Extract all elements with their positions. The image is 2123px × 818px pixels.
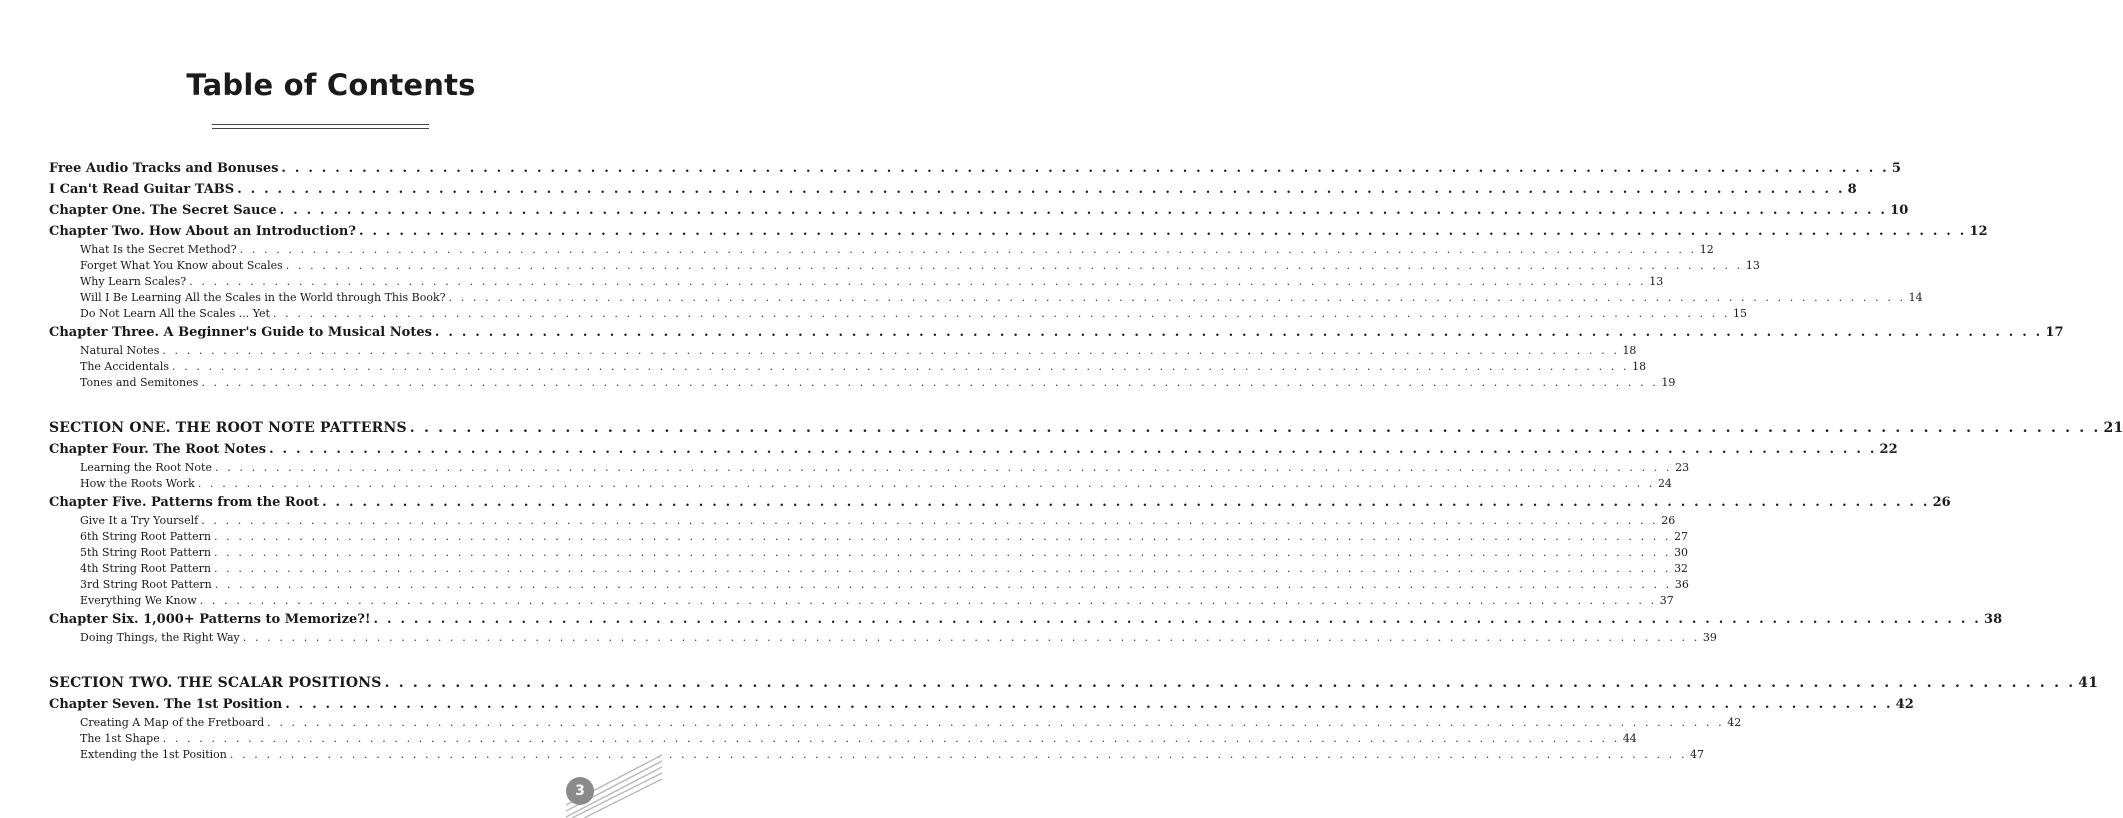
toc-entry-label: Creating A Map of the Fretboard (80, 716, 265, 729)
toc-entry-page: 8 (1847, 182, 1857, 197)
page-title: Table of Contents (186, 68, 476, 102)
dot-leader: . . . . . . . . . . . . . . . . . . . . . . . . . . . . . . . . . . . . . . . . . . . . . . . . . . . . . . . . . . . . . . . . . . . . . . . . . . . . . . . . . . . . . . . . . . . . . . . . . . . . . . . . . . . . . . . . . . . . . . . . (279, 203, 1888, 218)
dot-leader: . . . . . . . . . . . . . . . . . . . . . . . . . . . . . . . . . . . . . . . . . . . . . . . . . . . . . . . . . . . . . . . . . . . . . . . . . . . . . . . . . . . . . . . . . . . . . . . . . . . . . . . . . . . . . . . . . . . . . . . . (162, 344, 1620, 357)
toc-entry-label: 6th String Root Pattern (80, 530, 211, 543)
dot-leader: . . . . . . . . . . . . . . . . . . . . . . . . . . . . . . . . . . . . . . . . . . . . . . . . . . . . . . . . . . . . . . . . . . . . . . . . . . . . . . . . . . . . . . . . . . . . . . . . . . . . . . . . . . . . . . . . . . . . . . . . (285, 259, 1743, 272)
toc-entry-page: 10 (1890, 203, 1909, 218)
toc-entry-label: Chapter Five. Patterns from the Root (49, 495, 320, 510)
toc-entry-label: The Accidentals (80, 360, 169, 373)
toc-chapter[interactable] (49, 158, 1901, 179)
toc-entry-page: 14 (1908, 291, 1923, 304)
toc-entry-page: 15 (1733, 307, 1748, 320)
dot-leader: . . . . . . . . . . . . . . . . . . . . . . . . . . . . . . . . . . . . . . . . . . . . . . . . . . . . . . . . . . . . . . . . . . . . . . . . . . . . . . . . . . . . . . . . . . . . . . . . . . . . . . . . . . . . . . . . . . . . . . . . (373, 612, 1982, 627)
toc-chapter[interactable] (49, 322, 2064, 343)
dot-leader: . . . . . . . . . . . . . . . . . . . . . . . . . . . . . . . . . . . . . . . . . . . . . . . . . . . . . . . . . . . . . . . . . . . . . . . . . . . . . . . . . . . . . . . . . . . . . . . . . . . . . . . . . . . . . . . . . . . . . . . . (214, 578, 1672, 591)
toc-subentry[interactable] (49, 545, 1689, 561)
toc-subentry[interactable] (49, 343, 1637, 359)
toc-entry-page: 44 (1622, 732, 1637, 745)
toc-entry-page: 17 (2045, 325, 2064, 340)
toc-entry-page: 13 (1745, 259, 1760, 272)
dot-leader: . . . . . . . . . . . . . . . . . . . . . . . . . . . . . . . . . . . . . . . . . . . . . . . . . . . . . . . . . . . . . . . . . . . . . . . . . . . . . . . . . . . . . . . . . . . . . . . . . . . . . . . . . . . . . . . . . . . . . . . . (322, 495, 1930, 510)
toc-entry-page: 12 (1969, 224, 1988, 239)
toc-entry-label: Extending the 1st Position (80, 748, 227, 761)
toc-entry-page: 5 (1891, 161, 1901, 176)
toc-entry-label: Free Audio Tracks and Bonuses (49, 161, 279, 176)
toc-chapter[interactable] (49, 492, 1951, 513)
dot-leader: . . . . . . . . . . . . . . . . . . . . . . . . . . . . . . . . . . . . . . . . . . . . . . . . . . . . . . . . . . . . . . . . . . . . . . . . . . . . . . . . . . . . . . . . . . . . . . . . . . . . . . . . . . . . . . . . . . . . . . . . (197, 477, 1655, 490)
toc-chapter[interactable] (49, 694, 1914, 715)
toc-entry-label: Doing Things, the Right Way (80, 631, 240, 644)
title-underline (212, 124, 429, 129)
toc-entry-label: Tones and Semitones (80, 376, 199, 389)
toc-entry-label: Do Not Learn All the Scales ... Yet (80, 307, 270, 320)
toc-chapter[interactable] (49, 200, 1909, 221)
dot-leader: . . . . . . . . . . . . . . . . . . . . . . . . . . . . . . . . . . . . . . . . . . . . . . . . . . . . . . . . . . . . . . . . . . . . . . . . . . . . . . . . . . . . . . . . . . . . . . . . . . . . . . . . . . . . . . . . . . . . . . . . (409, 420, 2101, 436)
dot-leader: . . . . . . . . . . . . . . . . . . . . . . . . . . . . . . . . . . . . . . . . . . . . . . . . . . . . . . . . . . . . . . . . . . . . . . . . . . . . . . . . . . . . . . . . . . . . . . . . . . . . . . . . . . . . . . . . . . . . . . . . (242, 631, 1700, 644)
toc-entry-page: 32 (1674, 562, 1689, 575)
dot-leader: . . . . . . . . . . . . . . . . . . . . . . . . . . . . . . . . . . . . . . . . . . . . . . . . . . . . . . . . . . . . . . . . . . . . . . . . . . . . . . . . . . . . . . . . . . . . . . . . . . . . . . . . . . . . . . . . . . . . . . . . (215, 461, 1673, 474)
toc-chapter[interactable] (49, 439, 1898, 460)
toc-entry-label: Chapter Six. 1,000+ Patterns to Memorize?! (49, 612, 371, 627)
toc-entry-label: Give It a Try Yourself (80, 514, 199, 527)
toc-entry-page: 26 (1661, 514, 1676, 527)
toc-entry-label: How the Roots Work (80, 477, 195, 490)
toc-entry-label: 4th String Root Pattern (80, 562, 211, 575)
dot-leader: . . . . . . . . . . . . . . . . . . . . . . . . . . . . . . . . . . . . . . . . . . . . . . . . . . . . . . . . . . . . . . . . . . . . . . . . . . . . . . . . . . . . . . . . . . . . . . . . . . . . . . . . . . . . . . . . . . . . . . . . (267, 716, 1725, 729)
toc-entry-page: 26 (1932, 495, 1951, 510)
toc-entry-page: 19 (1661, 376, 1676, 389)
toc-entry-page: 21 (2103, 420, 2123, 436)
toc-entry-label: 3rd String Root Pattern (80, 578, 212, 591)
toc-chapter[interactable] (49, 179, 1857, 200)
dot-leader: . . . . . . . . . . . . . . . . . . . . . . . . . . . . . . . . . . . . . . . . . . . . . . . . . . . . . . . . . . . . . . . . . . . . . . . . . . . . . . . . . . . . . . . . . . . . . . . . . . . . . . . . . . . . . . . . . . . . . . . . (434, 325, 2043, 340)
dot-leader: . . . . . . . . . . . . . . . . . . . . . . . . . . . . . . . . . . . . . . . . . . . . . . . . . . . . . . . . . . . . . . . . . . . . . . . . . . . . . . . . . . . . . . . . . . . . . . . . . . . . . . . . . . . . . . . . . . . . . . . . (213, 530, 1672, 543)
toc-entry-label: SECTION TWO. THE SCALAR POSITIONS (49, 675, 382, 691)
toc-entry-label: Chapter Three. A Beginner's Guide to Musical Notes (49, 325, 432, 340)
dot-leader: . . . . . . . . . . . . . . . . . . . . . . . . . . . . . . . . . . . . . . . . . . . . . . . . . . . . . . . . . . . . . . . . . . . . . . . . . . . . . . . . . . . . . . . . . . . . . . . . . . . . . . . . . . . . . . . . . . . . . . . . (213, 562, 1672, 575)
dot-leader: . . . . . . . . . . . . . . . . . . . . . . . . . . . . . . . . . . . . . . . . . . . . . . . . . . . . . . . . . . . . . . . . . . . . . . . . . . . . . . . . . . . . . . . . . . . . . . . . . . . . . . . . . . . . . . . . . . . . . . . . (201, 376, 1659, 389)
toc-entry-page: 23 (1675, 461, 1690, 474)
toc-subentry[interactable] (49, 731, 1637, 747)
dot-leader: . . . . . . . . . . . . . . . . . . . . . . . . . . . . . . . . . . . . . . . . . . . . . . . . . . . . . . . . . . . . . . . . . . . . . . . . . . . . . . . . . . . . . . . . . . . . . . . . . . . . . . . . . . . . . . . . . . . . . . . . (162, 732, 1620, 745)
toc-entry-page: 42 (1727, 716, 1742, 729)
toc-entry-label: What Is the Secret Method? (80, 243, 237, 256)
toc-entry-label: Everything We Know (80, 594, 197, 607)
dot-leader: . . . . . . . . . . . . . . . . . . . . . . . . . . . . . . . . . . . . . . . . . . . . . . . . . . . . . . . . . . . . . . . . . . . . . . . . . . . . . . . . . . . . . . . . . . . . . . . . . . . . . . . . . . . . . . . . . . . . . . . . (359, 224, 1967, 239)
toc-entry-label: Natural Notes (80, 344, 160, 357)
toc-entry-label: Why Learn Scales? (80, 275, 187, 288)
toc-entry-page: 30 (1674, 546, 1689, 559)
toc-subentry[interactable] (49, 630, 1717, 646)
toc-entry-page: 18 (1632, 360, 1647, 373)
dot-leader: . . . . . . . . . . . . . . . . . . . . . . . . . . . . . . . . . . . . . . . . . . . . . . . . . . . . . . . . . . . . . . . . . . . . . . . . . . . . . . . . . . . . . . . . . . . . . . . . . . . . . . . . . . . . . . . . . . . . . . . . (213, 546, 1672, 559)
toc-entry-label: Forget What You Know about Scales (80, 259, 283, 272)
dot-leader: . . . . . . . . . . . . . . . . . . . . . . . . . . . . . . . . . . . . . . . . . . . . . . . . . . . . . . . . . . . . . . . . . . . . . . . . . . . . . . . . . . . . . . . . . . . . . . . . . . . . . . . . . . . . . . . . . . . . . . . . (269, 442, 1877, 457)
dot-leader: . . . . . . . . . . . . . . . . . . . . . . . . . . . . . . . . . . . . . . . . . . . . . . . . . . . . . . . . . . . . . . . . . . . . . . . . . . . . . . . . . . . . . . . . . . . . . . . . . . . . . . . . . . . . . . . . . . . . . . . . (285, 697, 1893, 712)
toc-entry-label: SECTION ONE. THE ROOT NOTE PATTERNS (49, 420, 407, 436)
toc-subentry[interactable] (49, 460, 1690, 476)
dot-leader: . . . . . . . . . . . . . . . . . . . . . . . . . . . . . . . . . . . . . . . . . . . . . . . . . . . . . . . . . . . . . . . . . . . . . . . . . . . . . . . . . . . . . . . . . . . . . . . . . . . . . . . . . . . . . . . . . . . . . . . . (237, 182, 1845, 197)
toc-section[interactable] (49, 672, 2099, 694)
toc-entry-label: I Can't Read Guitar TABS (49, 182, 235, 197)
dot-leader: . . . . . . . . . . . . . . . . . . . . . . . . . . . . . . . . . . . . . . . . . . . . . . . . . . . . . . . . . . . . . . . . . . . . . . . . . . . . . . . . . . . . . . . . . . . . . . . . . . . . . . . . . . . . . . . . . . . . . . . . (229, 748, 1687, 761)
dot-leader: . . . . . . . . . . . . . . . . . . . . . . . . . . . . . . . . . . . . . . . . . . . . . . . . . . . . . . . . . . . . . . . . . . . . . . . . . . . . . . . . . . . . . . . . . . . . . . . . . . . . . . . . . . . . . . . . . . . . . . . . (199, 594, 1657, 607)
toc-section[interactable] (49, 417, 2123, 439)
dot-leader: . . . . . . . . . . . . . . . . . . . . . . . . . . . . . . . . . . . . . . . . . . . . . . . . . . . . . . . . . . . . . . . . . . . . . . . . . . . . . . . . . . . . . . . . . . . . . . . . . . . . . . . . . . . . . . . . . . . . . . . . (239, 243, 1697, 256)
toc-entry-page: 18 (1622, 344, 1637, 357)
toc-subentry[interactable] (49, 375, 1676, 391)
dot-leader: . . . . . . . . . . . . . . . . . . . . . . . . . . . . . . . . . . . . . . . . . . . . . . . . . . . . . . . . . . . . . . . . . . . . . . . . . . . . . . . . . . . . . . . . . . . . . . . . . . . . . . . . . . . . . . . . . . . . . . . . (189, 275, 1647, 288)
toc-subentry[interactable] (49, 593, 1674, 609)
toc-subentry[interactable] (49, 577, 1689, 593)
toc-subentry[interactable] (49, 715, 1742, 731)
toc-subentry[interactable] (49, 561, 1689, 577)
toc-entry-page: 38 (1984, 612, 2003, 627)
toc-subentry[interactable] (49, 529, 1689, 545)
toc-entry-label: Chapter One. The Secret Sauce (49, 203, 277, 218)
toc-entry-label: Learning the Root Note (80, 461, 212, 474)
dot-leader: . . . . . . . . . . . . . . . . . . . . . . . . . . . . . . . . . . . . . . . . . . . . . . . . . . . . . . . . . . . . . . . . . . . . . . . . . . . . . . . . . . . . . . . . . . . . . . . . . . . . . . . . . . . . . . . . . . . . . . . . (172, 360, 1630, 373)
toc-subentry[interactable] (49, 513, 1676, 529)
toc-subentry[interactable] (49, 306, 1748, 322)
toc-entry-label: Will I Be Learning All the Scales in the World through This Book? (80, 291, 446, 304)
toc-entry-label: Chapter Four. The Root Notes (49, 442, 267, 457)
toc-entry-page: 36 (1674, 578, 1689, 591)
page-number-badge: 3 (566, 777, 594, 805)
toc-entry-page: 47 (1689, 748, 1704, 761)
toc-subentry[interactable] (49, 258, 1760, 274)
toc-subentry[interactable] (49, 359, 1647, 375)
toc-entry-page: 12 (1699, 243, 1714, 256)
table-of-contents (49, 158, 2123, 763)
toc-entry-page: 27 (1674, 530, 1689, 543)
toc-chapter[interactable] (49, 609, 2003, 630)
dot-leader: . . . . . . . . . . . . . . . . . . . . . . . . . . . . . . . . . . . . . . . . . . . . . . . . . . . . . . . . . . . . . . . . . . . . . . . . . . . . . . . . . . . . . . . . . . . . . . . . . . . . . . . . . . . . . . . . . . . . . . . . (201, 514, 1659, 527)
toc-entry-page: 22 (1879, 442, 1898, 457)
dot-leader: . . . . . . . . . . . . . . . . . . . . . . . . . . . . . . . . . . . . . . . . . . . . . . . . . . . . . . . . . . . . . . . . . . . . . . . . . . . . . . . . . . . . . . . . . . . . . . . . . . . . . . . . . . . . . . . . . . . . . . . . (281, 161, 1889, 176)
toc-entry-label: Chapter Two. How About an Introduction? (49, 224, 356, 239)
toc-subentry[interactable] (49, 290, 1923, 306)
toc-entry-label: 5th String Root Pattern (80, 546, 211, 559)
dot-leader: . . . . . . . . . . . . . . . . . . . . . . . . . . . . . . . . . . . . . . . . . . . . . . . . . . . . . . . . . . . . . . . . . . . . . . . . . . . . . . . . . . . . . . . . . . . . . . . . . . . . . . . . . . . . . . . . . . . . . . . . (448, 291, 1906, 304)
dot-leader: . . . . . . . . . . . . . . . . . . . . . . . . . . . . . . . . . . . . . . . . . . . . . . . . . . . . . . . . . . . . . . . . . . . . . . . . . . . . . . . . . . . . . . . . . . . . . . . . . . . . . . . . . . . . . . . . . . . . . . . . (272, 307, 1731, 320)
toc-entry-label: Chapter Seven. The 1st Position (49, 697, 283, 712)
toc-subentry[interactable] (49, 747, 1704, 763)
toc-subentry[interactable] (49, 242, 1714, 258)
toc-entry-label: The 1st Shape (80, 732, 160, 745)
toc-entry-page: 24 (1657, 477, 1672, 490)
toc-chapter[interactable] (49, 221, 1988, 242)
toc-entry-page: 39 (1702, 631, 1717, 644)
toc-entry-page: 42 (1895, 697, 1914, 712)
toc-subentry[interactable] (49, 274, 1664, 290)
toc-entry-page: 13 (1649, 275, 1664, 288)
dot-leader: . . . . . . . . . . . . . . . . . . . . . . . . . . . . . . . . . . . . . . . . . . . . . . . . . . . . . . . . . . . . . . . . . . . . . . . . . . . . . . . . . . . . . . . . . . . . . . . . . . . . . . . . . . . . . . . . . . . . . . . . (384, 675, 2076, 691)
toc-entry-page: 41 (2078, 675, 2099, 691)
toc-subentry[interactable] (49, 476, 1672, 492)
toc-entry-page: 37 (1659, 594, 1674, 607)
